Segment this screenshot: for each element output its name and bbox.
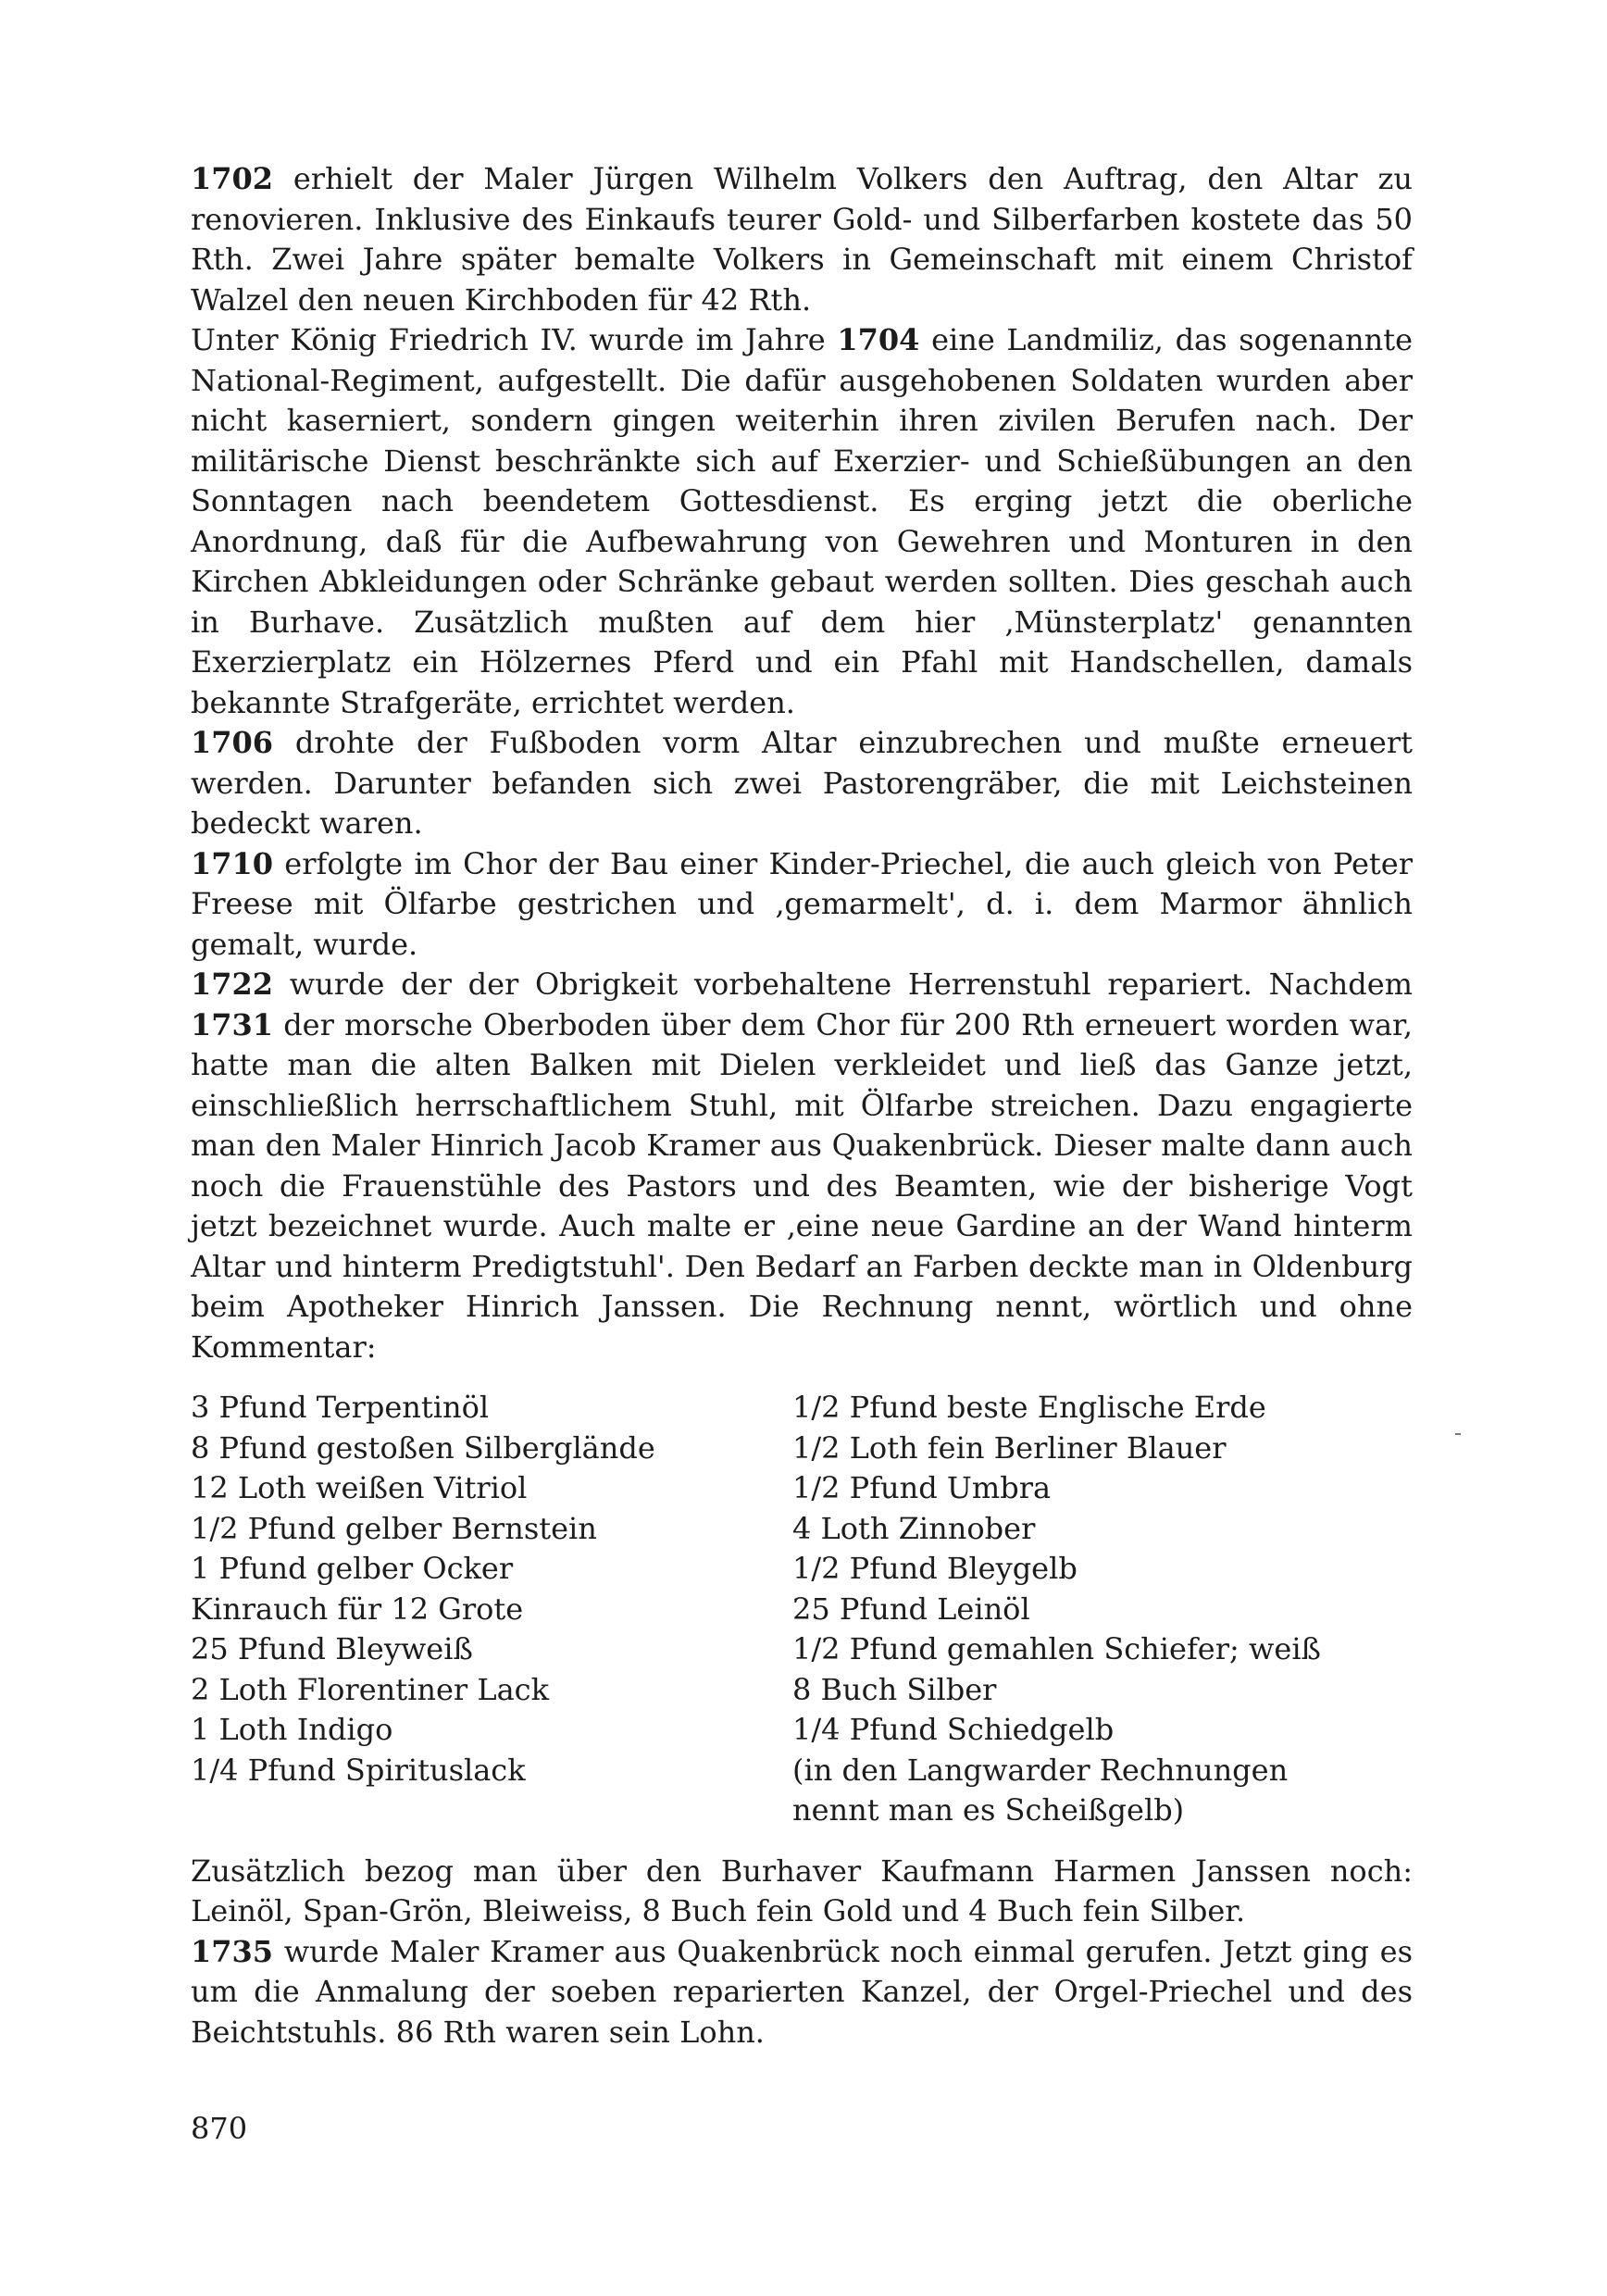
year-1710: 1710 xyxy=(191,845,274,881)
paragraph-text: Unter König Friedrich IV. wurde im Jahre xyxy=(191,322,838,357)
invoice-list-right xyxy=(792,1388,1413,1831)
list-item: 1 Loth Indigo xyxy=(191,1712,393,1747)
paragraph-text: drohte der Fußboden vorm Altar einzubrechen und mußte erneuert werden. Darunter befanden sich zwei Pastorengräber, die mit Leichsteinen bedeckt waren. xyxy=(191,725,1413,841)
paragraph-text: eine Landmiliz, das sogenannte National-Regiment, aufgestellt. Die dafür ausgehobenen Soldaten wurden aber nicht kaserniert, sondern gingen weiterhin ihren zivilen Berufen nach. Der militärische Dienst beschränkte sich auf Exerzier- und Schießübungen an den Sonntagen nach beendetem Gottesdienst. Es erging jetzt die oberliche Anordnung, daß für die Aufbewahrung von Gewehren und Monturen in den Kirchen Abkleidungen oder Schränke gebaut werden sollten. Dies geschah auch in Burhave. Zusätzlich mußten auf dem hier ‚Münsterplatz' genannten Exerzierplatz ein Hölzernes Pferd und ein Pfahl mit Handschellen, damals bekannte Strafgeräte, errichtet werden. xyxy=(191,322,1414,720)
list-item: Kinrauch für 12 Grote xyxy=(191,1591,524,1627)
paragraph-text: wurde Maler Kramer aus Quakenbrück noch einmal gerufen. Jetzt ging es um die Anmalung der soeben reparierten Kanzel, der Orgel-Priechel und des Beichtstuhls. 86 Rth waren sein Lohn. xyxy=(191,1933,1413,2050)
paragraph-text: der morsche Oberboden über dem Chor für 200 Rth erneuert worden war, hatte man die alten Balken mit Dielen verkleidet und ließ das Ganze jetzt, einschließlich herrschaftlichem Stuhl, mit Ölfarbe streichen. Dazu engagierte man den Maler Hinrich Jacob Kramer aus Quakenbrück. Dieser malte dann auch noch die Frauenstühle des Pastors und des Beamten, wie der bisherige Vogt jetzt bezeichnet wurde. Auch malte er ‚eine neue Gardine an der Wand hinterm Altar und hinterm Predigtstuhl'. Den Bedarf an Farben deckte man in Oldenburg beim Apotheker Hinrich Janssen. Die Rechnung nennt, wörtlich und ohne Kommentar: xyxy=(191,1006,1413,1365)
list-item: 8 Pfund gestoßen Silberglände xyxy=(191,1429,655,1466)
list-item: 1 Pfund gelber Ocker xyxy=(191,1551,514,1586)
invoice-list-left xyxy=(191,1388,792,1831)
paragraph-1706 xyxy=(191,723,1413,844)
list-item: 25 Pfund Bleyweiß xyxy=(191,1631,473,1666)
paragraph-1735 xyxy=(191,1932,1413,2053)
list-item: 3 Pfund Terpentinöl xyxy=(191,1390,490,1425)
paragraph-1710 xyxy=(191,844,1413,966)
list-item: (in den Langwarder Rechnungen xyxy=(792,1752,1289,1788)
list-item: 4 Loth Zinnober xyxy=(792,1510,1036,1546)
paragraph-1704 xyxy=(191,320,1413,723)
paragraph-1702 xyxy=(191,159,1413,320)
paragraph-text: Zusätzlich bezog man über den Burhaver Kaufmann Harmen Janssen noch: Leinöl, Span-Grön, Bleiweiss, 8 Buch fein Gold und 4 Buch fein Silber. xyxy=(191,1853,1413,1928)
year-1735: 1735 xyxy=(191,1933,274,1969)
paragraph-text: wurde der der Obrigkeit vorbehaltene Herrenstuhl repariert. Nachdem xyxy=(273,967,1413,1002)
list-item: 1/2 Pfund gelber Bernstein xyxy=(191,1510,597,1546)
list-item: 1/2 Pfund Umbra xyxy=(792,1470,1052,1505)
year-1704: 1704 xyxy=(837,322,920,357)
year-1731: 1731 xyxy=(191,1006,274,1042)
year-1702: 1702 xyxy=(191,161,274,196)
list-item: 1/2 Pfund beste Englische Erde xyxy=(792,1390,1266,1425)
paragraph-text: erfolgte im Chor der Bau einer Kinder-Priechel, die auch gleich von Peter Freese mit Ölfarbe gestrichen und ‚gemarmelt', d. i. dem Marmor ähnlich gemalt, wurde. xyxy=(191,845,1413,962)
list-item: 12 Loth weißen Vitriol xyxy=(191,1470,528,1505)
list-item: 1/4 Pfund Schiedgelb xyxy=(792,1712,1115,1747)
list-item: 1/2 Loth fein Berliner Blauer xyxy=(792,1429,1227,1466)
year-1722: 1722 xyxy=(191,967,274,1002)
scan-mark xyxy=(1455,1433,1461,1435)
paragraph-text: erhielt der Maler Jürgen Wilhelm Volkers den Auftrag, den Altar zu renovieren. Inklusive des Einkaufs teurer Gold- und Silberfarben kostete das 50 Rth. Zwei Jahre später bemalte Volkers in Gemeinschaft mit einem Christof Walzel den neuen Kirchboden für 42 Rth. xyxy=(191,161,1413,318)
list-item: 1/4 Pfund Spirituslack xyxy=(191,1752,526,1788)
list-item: nennt man es Scheißgelb) xyxy=(792,1792,1185,1828)
invoice-list xyxy=(191,1388,1413,1831)
list-item: 1/2 Pfund Bleygelb xyxy=(792,1551,1078,1586)
list-item: 25 Pfund Leinöl xyxy=(792,1591,1030,1627)
page-body xyxy=(191,159,1413,2053)
year-1706: 1706 xyxy=(191,725,274,760)
list-item: 8 Buch Silber xyxy=(792,1671,997,1707)
page-number: 870 xyxy=(191,2111,248,2146)
paragraph-1722 xyxy=(191,965,1413,1367)
list-item: 1/2 Pfund gemahlen Schiefer; weiß xyxy=(792,1631,1321,1666)
paragraph-supplies xyxy=(191,1852,1413,1932)
list-item: 2 Loth Florentiner Lack xyxy=(191,1671,549,1707)
